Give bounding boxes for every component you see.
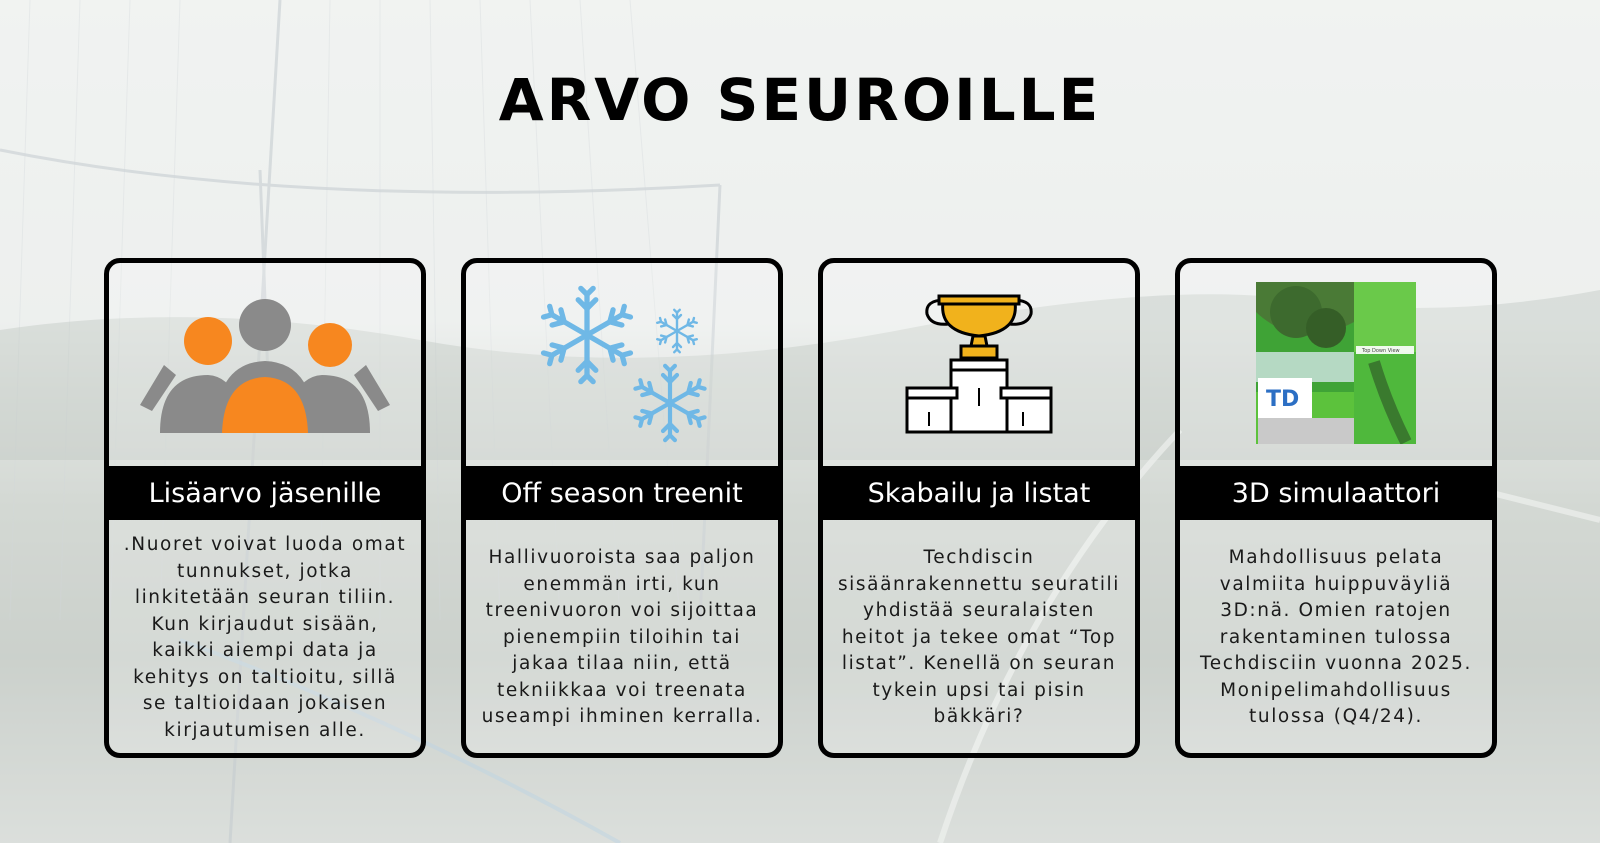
group-people-icon: [109, 263, 421, 463]
card-label: 3D simulaattori: [1180, 466, 1492, 520]
card-3d-simulator: [1175, 258, 1497, 758]
card-member-value: [104, 258, 426, 758]
simulator-screenshot-icon: [1180, 263, 1492, 463]
card-label: Off season treenit: [466, 466, 778, 520]
snowflakes-icon: [466, 263, 778, 463]
card-description: Mahdollisuus pelata valmiita huippuväyliä 3D:nä. Omien ratojen rakentaminen tulossa Techdisciin vuonna 2025. Monipelimahdollisuus tulossa (Q4/24).: [1199, 547, 1473, 728]
svg-text:Top Down View: Top Down View: [1362, 348, 1400, 354]
card-description: .Nuoret voivat luoda omat tunnukset, jotka linkitetään seuran tiliin. Kun kirjaudut sisään, kaikki aiempi data ja kehitys on taltioitu, sillä se taltioidaan jokaisen kirjautumisen alle.: [123, 534, 407, 741]
card-label: Skabailu ja listat: [823, 466, 1135, 520]
card-description: Hallivuoroista saa paljon enemmän irti, kun treenivuoron voi sijoittaa pienempiin tiloihin tai jakaa tilaa niin, että tekniikkaa voi treenata useampi ihminen kerralla.: [481, 547, 763, 728]
techdisc-logo-text: TD: [1266, 387, 1300, 412]
card-leaderboards: [818, 258, 1140, 758]
card-label: Lisäarvo jäsenille: [109, 466, 421, 520]
card-description: Techdiscin sisäänrakennettu seuratili yhdistää seuralaisten heitot ja tekee omat “Top listat”. Kenellä on seuran tykein upsi tai pisin bäkkäri?: [837, 547, 1121, 728]
trophy-podium-icon: [823, 263, 1135, 463]
card-off-season: [461, 258, 783, 758]
page-title: ARVO SEUROILLE: [498, 66, 1102, 134]
